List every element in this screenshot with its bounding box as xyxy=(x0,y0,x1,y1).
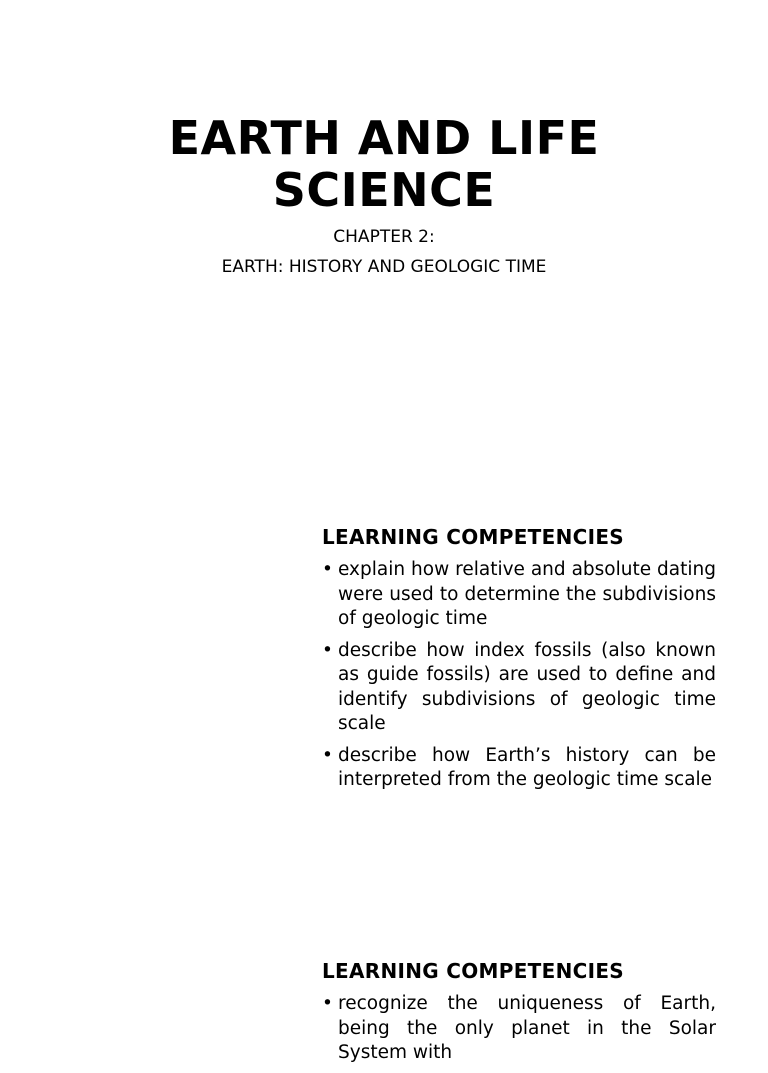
competency-list xyxy=(322,558,716,793)
bullet-icon: • xyxy=(322,639,333,661)
list-item-text: recognize the uniqueness of Earth, being the only planet in the Solar System with xyxy=(338,993,716,1063)
chapter-label: CHAPTER 2: xyxy=(333,227,435,247)
list-item xyxy=(322,558,716,632)
title-line-1: EARTH AND LIFE xyxy=(168,111,600,165)
bullet-icon: • xyxy=(322,559,333,580)
bullet-icon: • xyxy=(322,993,333,1014)
list-item-text: describe how Earth’s history can be interpreted from the geologic time scale xyxy=(338,744,716,790)
section-heading: LEARNING COMPETENCIES xyxy=(322,525,625,549)
chapter-topic: EARTH: HISTORY AND GEOLOGIC TIME xyxy=(221,257,547,277)
learning-competencies-section-2 xyxy=(322,958,716,1073)
competency-list xyxy=(322,992,716,1066)
section-heading: LEARNING COMPETENCIES xyxy=(322,959,625,983)
list-item-text: explain how relative and absolute dating were used to determine the subdivisions of geologic time xyxy=(338,559,716,629)
list-item xyxy=(322,992,716,1066)
title-line-2: SCIENCE xyxy=(272,163,496,217)
list-item xyxy=(322,639,716,737)
document-title xyxy=(0,112,768,216)
learning-competencies-section xyxy=(322,524,716,800)
list-item-text: describe how index fossils (also known as guide fossils) are used to define and identify subdivisions of geologic time scale xyxy=(338,639,716,734)
title-block xyxy=(0,112,768,282)
bullet-icon: • xyxy=(322,744,333,766)
list-item xyxy=(322,744,716,793)
